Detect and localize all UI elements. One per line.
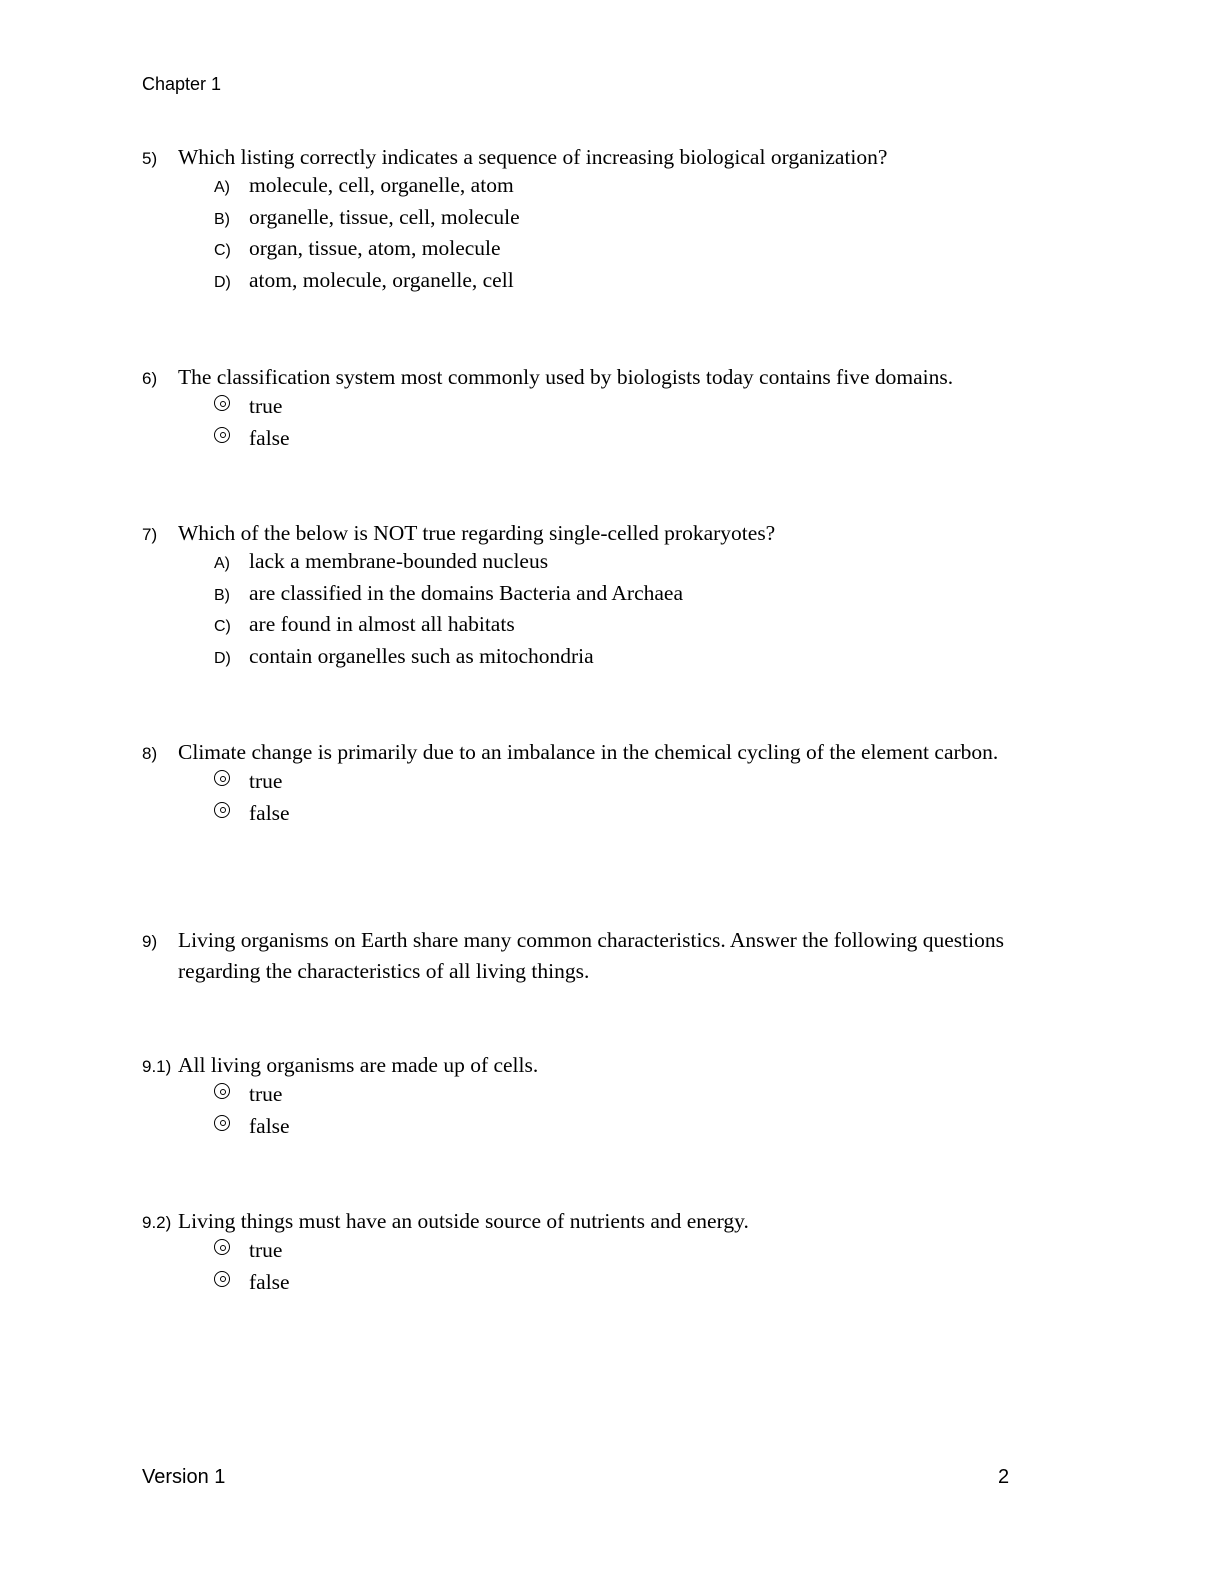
option-b[interactable] <box>214 205 1042 237</box>
option-text: true <box>249 1082 283 1106</box>
option-letter: D) <box>214 649 231 667</box>
question-text: Which of the below is NOT true regarding single-celled prokaryotes? <box>178 521 776 545</box>
question-8 <box>142 737 1042 831</box>
option-text: false <box>249 1113 290 1138</box>
question-text: All living organisms are made up of cells. <box>178 1053 539 1077</box>
option-text: true <box>249 1238 283 1262</box>
options-list <box>214 1081 1042 1144</box>
option-letter: B) <box>214 586 230 604</box>
question-text: Living organisms on Earth share many common characteristics. Answer the following questions regarding the characteristics of all living things. <box>178 928 1004 983</box>
option-false[interactable] <box>214 1113 1042 1145</box>
option-true[interactable] <box>214 1081 1042 1113</box>
option-text: false <box>249 1269 290 1294</box>
option-a[interactable] <box>214 173 1042 205</box>
option-letter: A) <box>214 179 230 196</box>
option-d[interactable] <box>214 268 1042 300</box>
option-c[interactable] <box>214 236 1042 268</box>
options-list <box>214 768 1042 831</box>
option-true[interactable] <box>214 768 1042 800</box>
question-text: Climate change is primarily due to an imbalance in the chemical cycling of the element carbon. <box>178 740 999 764</box>
option-text: lack a membrane-bounded nucleus <box>249 549 549 573</box>
question-7 <box>142 518 1042 675</box>
options-list <box>214 1237 1042 1300</box>
chapter-header: Chapter 1 <box>142 74 222 94</box>
radio-button-icon[interactable] <box>214 1081 249 1101</box>
question-number: 7) <box>142 525 158 544</box>
question-number: 8) <box>142 744 158 763</box>
option-text: true <box>249 769 283 793</box>
option-text: false <box>249 800 290 825</box>
radio-button-icon[interactable] <box>214 1269 249 1289</box>
option-false[interactable] <box>214 1269 1042 1301</box>
option-text: are found in almost all habitats <box>249 612 515 636</box>
question-text: Which listing correctly indicates a sequence of increasing biological organization? <box>178 145 888 169</box>
option-letter: C) <box>214 618 231 635</box>
option-text: false <box>249 425 290 450</box>
question-9-2 <box>142 1206 1042 1300</box>
question-number: 6) <box>142 369 158 388</box>
option-text: organelle, tissue, cell, molecule <box>249 204 520 229</box>
radio-button-icon[interactable] <box>214 1113 249 1133</box>
options-list <box>214 393 1042 456</box>
version-label: Version 1 <box>142 1466 226 1488</box>
page-number: 2 <box>998 1466 1010 1488</box>
radio-button-icon[interactable] <box>214 425 249 445</box>
question-9-1 <box>142 1050 1042 1144</box>
radio-button-icon[interactable] <box>214 768 249 788</box>
option-text: molecule, cell, organelle, atom <box>249 173 514 197</box>
option-b[interactable] <box>214 581 1042 613</box>
question-6 <box>142 362 1042 456</box>
radio-button-icon[interactable] <box>214 800 249 820</box>
option-letter: B) <box>214 210 230 228</box>
options-list <box>214 173 1042 299</box>
question-text: The classification system most commonly used by biologists today contains five domains. <box>178 365 954 389</box>
question-number: 9.1) <box>142 1057 172 1076</box>
question-text: Living things must have an outside source of nutrients and energy. <box>178 1209 749 1233</box>
option-false[interactable] <box>214 800 1042 832</box>
option-a[interactable] <box>214 549 1042 581</box>
option-letter: D) <box>214 273 231 291</box>
question-number: 9.2) <box>142 1213 172 1232</box>
option-true[interactable] <box>214 1237 1042 1269</box>
question-9 <box>142 925 1042 987</box>
option-text: contain organelles such as mitochondria <box>249 643 594 668</box>
option-c[interactable] <box>214 612 1042 644</box>
option-text: organ, tissue, atom, molecule <box>249 236 501 260</box>
question-number: 5) <box>142 149 158 168</box>
question-number: 9) <box>142 932 158 951</box>
option-text: true <box>249 394 283 418</box>
option-true[interactable] <box>214 393 1042 425</box>
radio-button-icon[interactable] <box>214 1237 249 1257</box>
option-letter: A) <box>214 555 230 572</box>
options-list <box>214 549 1042 675</box>
option-letter: C) <box>214 242 231 259</box>
option-text: atom, molecule, organelle, cell <box>249 267 514 292</box>
question-5 <box>142 142 1042 299</box>
radio-button-icon[interactable] <box>214 393 249 413</box>
option-d[interactable] <box>214 644 1042 676</box>
option-false[interactable] <box>214 425 1042 457</box>
option-text: are classified in the domains Bacteria and Archaea <box>249 580 683 605</box>
